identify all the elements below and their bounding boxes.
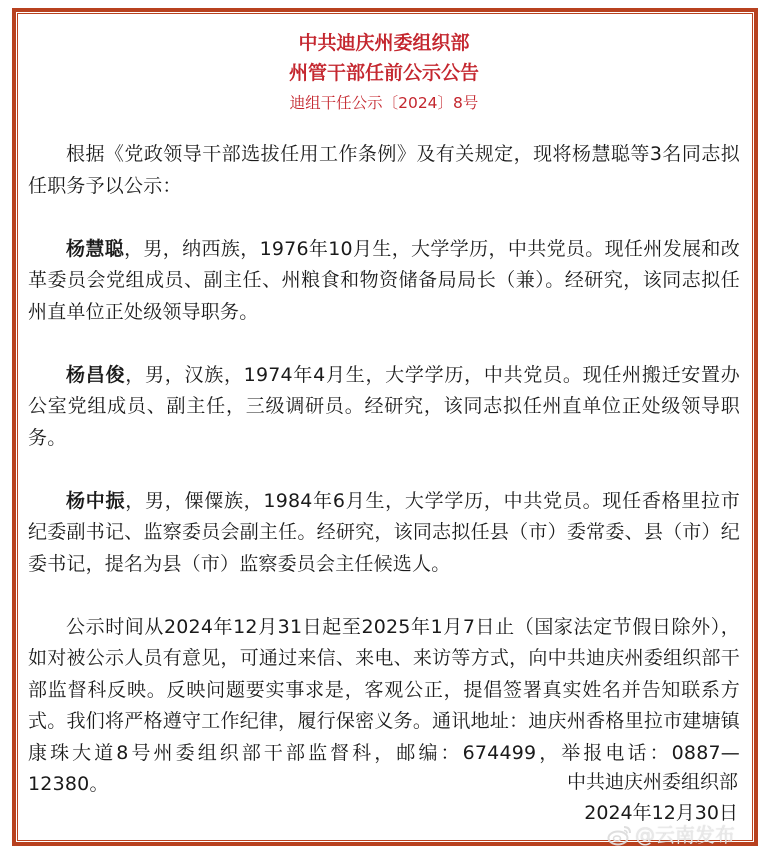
announcement-title: 州管干部任前公示公告 (288, 62, 479, 84)
signature-org: 中共迪庆州委组织部 (566, 771, 738, 793)
announcement-body (28, 139, 740, 801)
candidate-name: 杨慧聪 (66, 237, 125, 260)
candidate-name: 杨中振 (66, 489, 126, 512)
weibo-icon (607, 824, 633, 846)
watermark (607, 823, 735, 847)
issuing-org-title: 中共迪庆州委组织部 (298, 32, 470, 54)
announcement-content (28, 28, 740, 832)
candidate-paragraph (28, 360, 740, 455)
candidate-details: ，男，汉族，1974年4月生，大学学历，中共党员。现任州搬迁安置办公室党组成员、副主任，三级调研员。经研究，该同志拟任州直单位正处级领导职务。 (28, 363, 740, 449)
candidate-details: ，男，傈僳族，1984年6月生，大学学历，中共党员。现任香格里拉市纪委副书记、监察委员会副主任。经研究，该同志拟任县（市）委常委、县（市）纪委书记，提名为县（市）监察委员会主任候选人。 (28, 489, 740, 575)
notice-paragraph: 公示时间从2024年12月31日起至2025年1月7日止（国家法定节假日除外），如对被公示人员有意见，可通过来信、来电、来访等方式，向中共迪庆州委组织部干部监督科反映。反映问题要实事求是，客观公正，提倡签署真实姓名并告知联系方式。我们将严格遵守工作纪律，履行保密义务。通讯地址：迪庆州香格里拉市建塘镇康珠大道8号州委组织部干部监督科，邮编：674499，举报电话：0887—12380。 (28, 615, 740, 795)
candidate-paragraph (28, 234, 740, 329)
candidate-paragraph (28, 486, 740, 581)
signature-date: 2024年12月30日 (584, 802, 738, 824)
candidate-details: ，男，纳西族，1976年10月生，大学学历，中共党员。现任州发展和改革委员会党组成员、副主任、州粮食和物资储备局局长（兼）。经研究，该同志拟任州直单位正处级领导职务。 (28, 237, 740, 323)
watermark-text: @云南发布 (635, 823, 735, 847)
document-number: 迪组干任公示〔2024〕8号 (289, 94, 479, 112)
candidate-name: 杨昌俊 (66, 363, 126, 386)
intro-paragraph: 根据《党政领导干部选拔任用工作条例》及有关规定，现将杨慧聪等3名同志拟任职务予以公示： (28, 143, 740, 197)
